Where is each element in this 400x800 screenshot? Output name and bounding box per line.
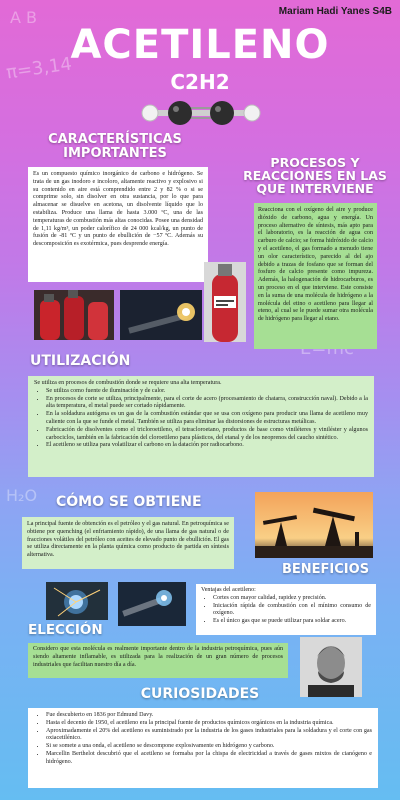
list-item: • Cortes con mayor calidad, rapidez y precisión. xyxy=(213,595,371,603)
list-item: • Hasta el decenio de 1950, el acetileno era la principal fuente de productos químicos orgánicos en la industria química. xyxy=(46,720,372,728)
gas-cylinders-photo xyxy=(34,290,114,340)
heading-caracteristicas-line1: CARACTERÍSTICAS xyxy=(48,132,182,147)
list-item: • Marcellin Berthelot descubrió que el acetileno se formaba por la chispa de electricidad a través de gases mixtos de cianógeno e hidrógeno. xyxy=(46,751,372,767)
math-doodle-h2o: H₂O xyxy=(6,486,38,505)
list-item: • Iniciación rápida de combustión con el mínimo consumo de oxígeno. xyxy=(213,603,371,619)
list-item: • En procesos de corte se utiliza, principalmente, para el corte de acero (procesamiento de chatarra, construcción naval). Debido a la alta temperatura, el metal puede ser cortado rápidamente. xyxy=(46,396,368,412)
heading-procesos-line1: PROCESOS Y xyxy=(270,155,360,170)
heading-curiosidades: CURIOSIDADES xyxy=(140,686,260,702)
curiosidades-list xyxy=(34,712,372,767)
oil-pump-photo xyxy=(255,492,373,558)
heading-procesos xyxy=(240,156,390,195)
list-item: • Fue descubierto en 1836 por Edmund Davy. xyxy=(46,712,372,720)
utilizacion-panel xyxy=(28,376,374,477)
obtiene-text: La principal fuente de obtención es el petróleo y el gas natural. En petroquímica se obtiene por quenching (el enfriamiento rápido), de una llama de gas natural o de fracciones volátiles del petróleo con aceites de elevado punto de ebullición. El gas se utiliza directamente en la planta química como producto de partida en síntesis alternativa. xyxy=(27,521,229,559)
utilizacion-intro: Se utiliza en procesos de combustión donde se requiere una alta temperatura. xyxy=(34,380,222,386)
author-label: Mariam Hadi Yanes S4B xyxy=(278,6,392,17)
list-item: • En la soldadura autógena es un gas de la combustión estándar que se usa con oxígeno para producir una llama de acetileno muy caliente con la que se funde el metal. También se utiliza para eliminar las distorsiones de estructuras metálicas. xyxy=(46,411,368,427)
beneficios-list xyxy=(201,595,371,626)
beneficios-intro: Ventajas del acetileno: xyxy=(201,587,256,593)
caracteristicas-panel xyxy=(28,167,208,282)
math-doodle-pi: π=3,14 xyxy=(4,53,74,84)
chemical-formula: C2H2 xyxy=(170,70,230,94)
heading-obtiene: CÓMO SE OBTIENE xyxy=(56,494,202,510)
list-item: • Es el único gas que se puede utilizar para soldar acero. xyxy=(213,618,371,626)
heading-eleccion: ELECCIÓN xyxy=(28,622,103,638)
eleccion-panel xyxy=(28,643,288,678)
utilizacion-list xyxy=(34,388,368,450)
math-doodle-ab: A B xyxy=(10,8,38,27)
list-item: • Aproximadamente el 20% del acetileno es suministrado por la industria de los gases industriales para la soldadura y el corte con gas oxiacetilénico. xyxy=(46,728,372,744)
torch-cutting-photo xyxy=(118,582,186,626)
list-item: • Si se somete a una onda, el acetileno se descompone explosivamente en hidrógeno y carbono. xyxy=(46,743,372,751)
welding-torch-photo xyxy=(120,290,202,340)
heading-procesos-line3: QUE INTERVIENE xyxy=(256,181,374,197)
heading-procesos-line2: REACCIONES EN LAS xyxy=(243,168,387,184)
heading-beneficios: BENEFICIOS xyxy=(282,562,370,577)
obtiene-panel xyxy=(22,517,234,569)
list-item: • Fabricación de disolventes como el tricloroetileno, el tetracloroetano, productos de base como viniléteres y viniléster y algunos carbociclos, también en la fabricación del cloroetileno para plásticos, del etanal y de los neoprenos del caucho sintético. xyxy=(46,427,368,443)
welding-sparks-photo xyxy=(46,582,108,620)
list-item: • Se utiliza como fuente de iluminación y de calor. xyxy=(46,388,368,396)
heading-caracteristicas-line2: IMPORTANTES xyxy=(63,145,167,161)
heading-caracteristicas xyxy=(20,133,210,160)
beneficios-panel xyxy=(196,584,376,635)
acetylene-cylinder-photo xyxy=(204,262,246,342)
caracteristicas-text: Es un compuesto químico inorgánico de carbono e hidrógeno. Se trata de un gas inodoro e incoloro, altamente reactivo y explosivo si su contenido en aire está comprendido entre 2 y 82 % o si se comprime solo, sin disolver en otra sustancia, por lo que para almacenar se disuelve en acetona, un disolvente líquido que lo estabiliza. Produce una llama de hasta 3.000 ºC, una de las temperaturas de combustión más altas conocidas. Posee una densidad de 1,11 kg/m³, un poder calorífico de 24 000 kcal/kg, un punto de fusión de -81 ºC y un punto de ebullición de −57 ºC. Además su descomposición es exotérmica, pues desprende energía. xyxy=(33,171,203,248)
eleccion-text: Considero que esta molécula es realmente importante dentro de la industria petroquímica, pues aún siendo altamente inflamable, es utilizada para la realización de un gran número de procesos industriales que facilitan nuestro día a día. xyxy=(33,646,283,668)
page-title: ACETILENO xyxy=(70,22,330,68)
heading-utilizacion: UTILIZACIÓN xyxy=(30,353,131,369)
acetylene-molecule-icon xyxy=(140,96,262,130)
curiosidades-panel xyxy=(28,708,378,788)
list-item: • El acetileno se utiliza para volatilizar el carbono en la datación por radiocarbono. xyxy=(46,442,368,450)
procesos-text: Reacciona con el oxígeno del aire y produce dióxido de carbono, agua y energía. Un proceso alternativo de síntesis, más apto para el laboratorio, es la reacción de agua con carburo de calcio; se forma hidróxido de calcio y el acetileno, el gas formado a menudo tiene un olor característico, parecido al del ajo debido a trazas de fosfano que se forman del fosfuro de calcio presente como impureza. Además, la halogenación de hidrocarburos, es un proceso en el que interviene. Este consiste en la suma de una molécula de hidrógeno a la molécula del etino o acetileno para llegar al eteno, al cual se le puede sumar otra molécula de hidrógeno para llegar al etano. xyxy=(258,207,373,323)
procesos-panel xyxy=(254,203,377,349)
